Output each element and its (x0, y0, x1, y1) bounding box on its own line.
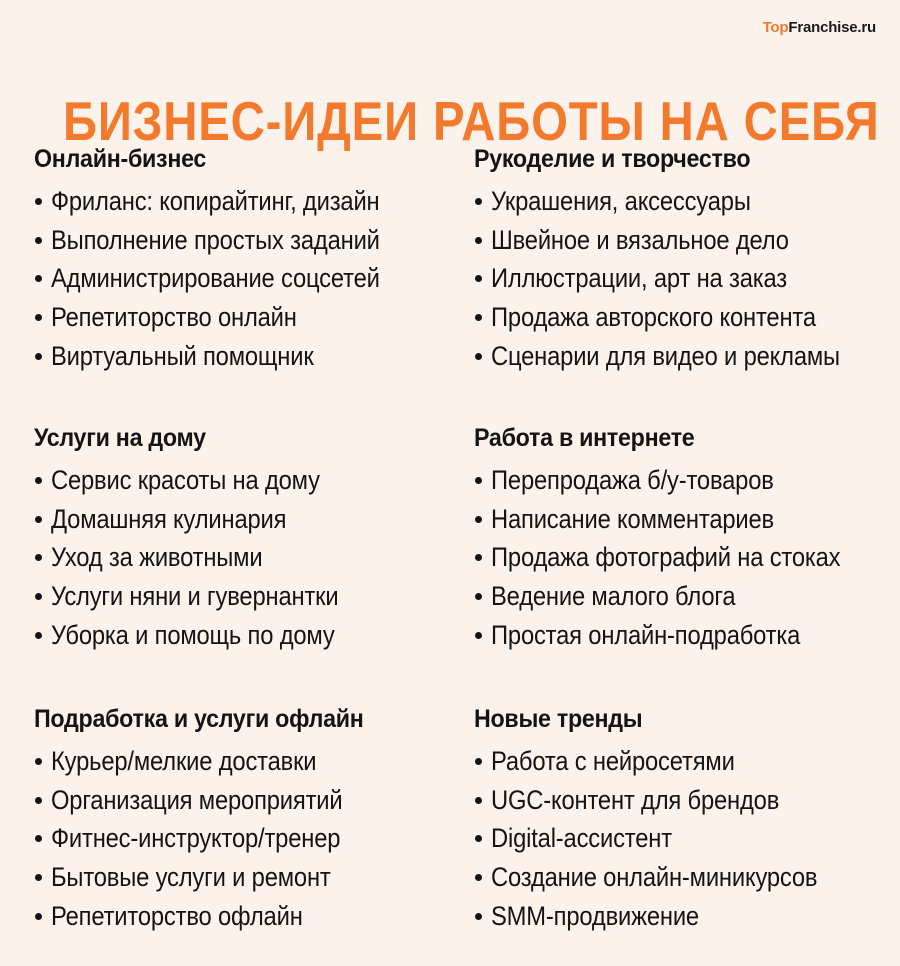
bullet-icon (475, 314, 482, 321)
bullet-icon (475, 913, 482, 920)
idea-text: Репетиторство онлайн (51, 302, 297, 333)
bullet-icon (35, 353, 42, 360)
bullet-icon (35, 314, 42, 321)
bullet-icon (475, 835, 482, 842)
idea-list-item (474, 539, 900, 578)
bullet-icon (35, 632, 42, 639)
idea-list (34, 742, 464, 936)
bullet-icon (475, 477, 482, 484)
bullet-icon (475, 554, 482, 561)
idea-list-item (34, 781, 464, 820)
category-title: Услуги на дому (34, 424, 206, 452)
bullet-icon (475, 353, 482, 360)
idea-list-item (34, 461, 464, 500)
idea-text: Ведение малого блога (491, 581, 736, 612)
category-section (34, 142, 464, 376)
idea-list-item (34, 539, 464, 578)
idea-text: Фитнес-инструктор/тренер (51, 823, 341, 854)
idea-list-item (34, 500, 464, 539)
idea-text: SMM-продвижение (491, 901, 699, 932)
idea-text: Простая онлайн-подработка (491, 620, 801, 651)
bullet-icon (35, 874, 42, 881)
category-title: Подработка и услуги офлайн (34, 705, 364, 733)
idea-list-item (474, 781, 900, 820)
brand-logo (763, 19, 876, 36)
idea-list (34, 182, 464, 376)
bullet-icon (475, 198, 482, 205)
idea-list (474, 182, 900, 376)
bullet-icon (35, 758, 42, 765)
idea-text: Написание комментариев (491, 503, 774, 534)
bullet-icon (475, 758, 482, 765)
idea-text: Digital-ассистент (491, 823, 672, 854)
category-section (474, 702, 900, 936)
idea-text: Швейное и вязальное дело (491, 224, 789, 255)
category-title: Рукоделие и творчество (474, 145, 751, 173)
idea-list-item (474, 820, 900, 859)
idea-text: Сценарии для видео и рекламы (491, 341, 840, 372)
bullet-icon (35, 593, 42, 600)
idea-text: Домашняя кулинария (51, 503, 287, 534)
category-title: Работа в интернете (474, 424, 695, 452)
bullet-icon (35, 516, 42, 523)
idea-list-item (474, 298, 900, 337)
idea-text: Администрирование соцсетей (51, 263, 380, 294)
bullet-icon (475, 516, 482, 523)
idea-list (474, 461, 900, 655)
idea-text: Иллюстрации, арт на заказ (491, 263, 787, 294)
category-title: Онлайн-бизнес (34, 145, 207, 173)
idea-list (34, 461, 464, 655)
idea-text: Репетиторство офлайн (51, 901, 303, 932)
idea-list-item (34, 337, 464, 376)
category-section (474, 142, 900, 376)
bullet-icon (35, 554, 42, 561)
idea-list-item (34, 260, 464, 299)
bullet-icon (35, 275, 42, 282)
idea-list-item (474, 577, 900, 616)
bullet-icon (475, 874, 482, 881)
category-section (34, 702, 464, 936)
idea-text: Бытовые услуги и ремонт (51, 862, 331, 893)
bullet-icon (475, 632, 482, 639)
idea-text: Услуги няни и гувернантки (51, 581, 339, 612)
bullet-icon (35, 835, 42, 842)
bullet-icon (35, 913, 42, 920)
idea-list-item (34, 298, 464, 337)
idea-list-item (474, 260, 900, 299)
idea-list-item (34, 820, 464, 859)
idea-list-item (34, 182, 464, 221)
brand-logo-part-top: Top (762, 19, 789, 36)
idea-text: Уборка и помощь по дому (51, 620, 335, 651)
idea-list-item (474, 182, 900, 221)
idea-text: Продажа фотографий на стоках (491, 542, 841, 573)
bullet-icon (475, 237, 482, 244)
idea-list-item (474, 897, 900, 936)
idea-text: Украшения, аксессуары (491, 185, 751, 216)
brand-logo-part-franchise: Franchise.ru (788, 19, 876, 36)
idea-text: Организация мероприятий (51, 784, 343, 815)
idea-text: UGC-контент для брендов (491, 784, 780, 815)
idea-text: Фриланс: копирайтинг, дизайн (51, 185, 380, 216)
idea-text: Продажа авторского контента (491, 302, 816, 333)
idea-list-item (474, 500, 900, 539)
idea-list-item (34, 577, 464, 616)
idea-list-item (474, 221, 900, 260)
idea-list-item (474, 337, 900, 376)
idea-text: Уход за животными (51, 542, 263, 573)
category-title: Новые тренды (474, 705, 643, 733)
idea-list-item (34, 221, 464, 260)
idea-list-item (474, 742, 900, 781)
bullet-icon (475, 797, 482, 804)
idea-text: Создание онлайн-миникурсов (491, 862, 818, 893)
idea-text: Сервис красоты на дому (51, 464, 320, 495)
bullet-icon (35, 797, 42, 804)
idea-list (474, 742, 900, 936)
idea-list-item (474, 461, 900, 500)
category-section (474, 421, 900, 655)
idea-list-item (34, 897, 464, 936)
idea-list-item (34, 858, 464, 897)
idea-text: Работа с нейросетями (491, 745, 735, 776)
idea-text: Выполнение простых заданий (51, 224, 380, 255)
idea-text: Перепродажа б/у-товаров (491, 464, 774, 495)
bullet-icon (475, 275, 482, 282)
bullet-icon (475, 593, 482, 600)
idea-list-item (34, 742, 464, 781)
idea-text: Виртуальный помощник (51, 341, 314, 372)
idea-text: Курьер/мелкие доставки (51, 745, 317, 776)
bullet-icon (35, 198, 42, 205)
bullet-icon (35, 237, 42, 244)
idea-list-item (474, 858, 900, 897)
idea-list-item (474, 616, 900, 655)
page-title: БИЗНЕС-ИДЕИ РАБОТЫ НА СЕБЯ (63, 89, 880, 152)
category-section (34, 421, 464, 655)
idea-list-item (34, 616, 464, 655)
bullet-icon (35, 477, 42, 484)
